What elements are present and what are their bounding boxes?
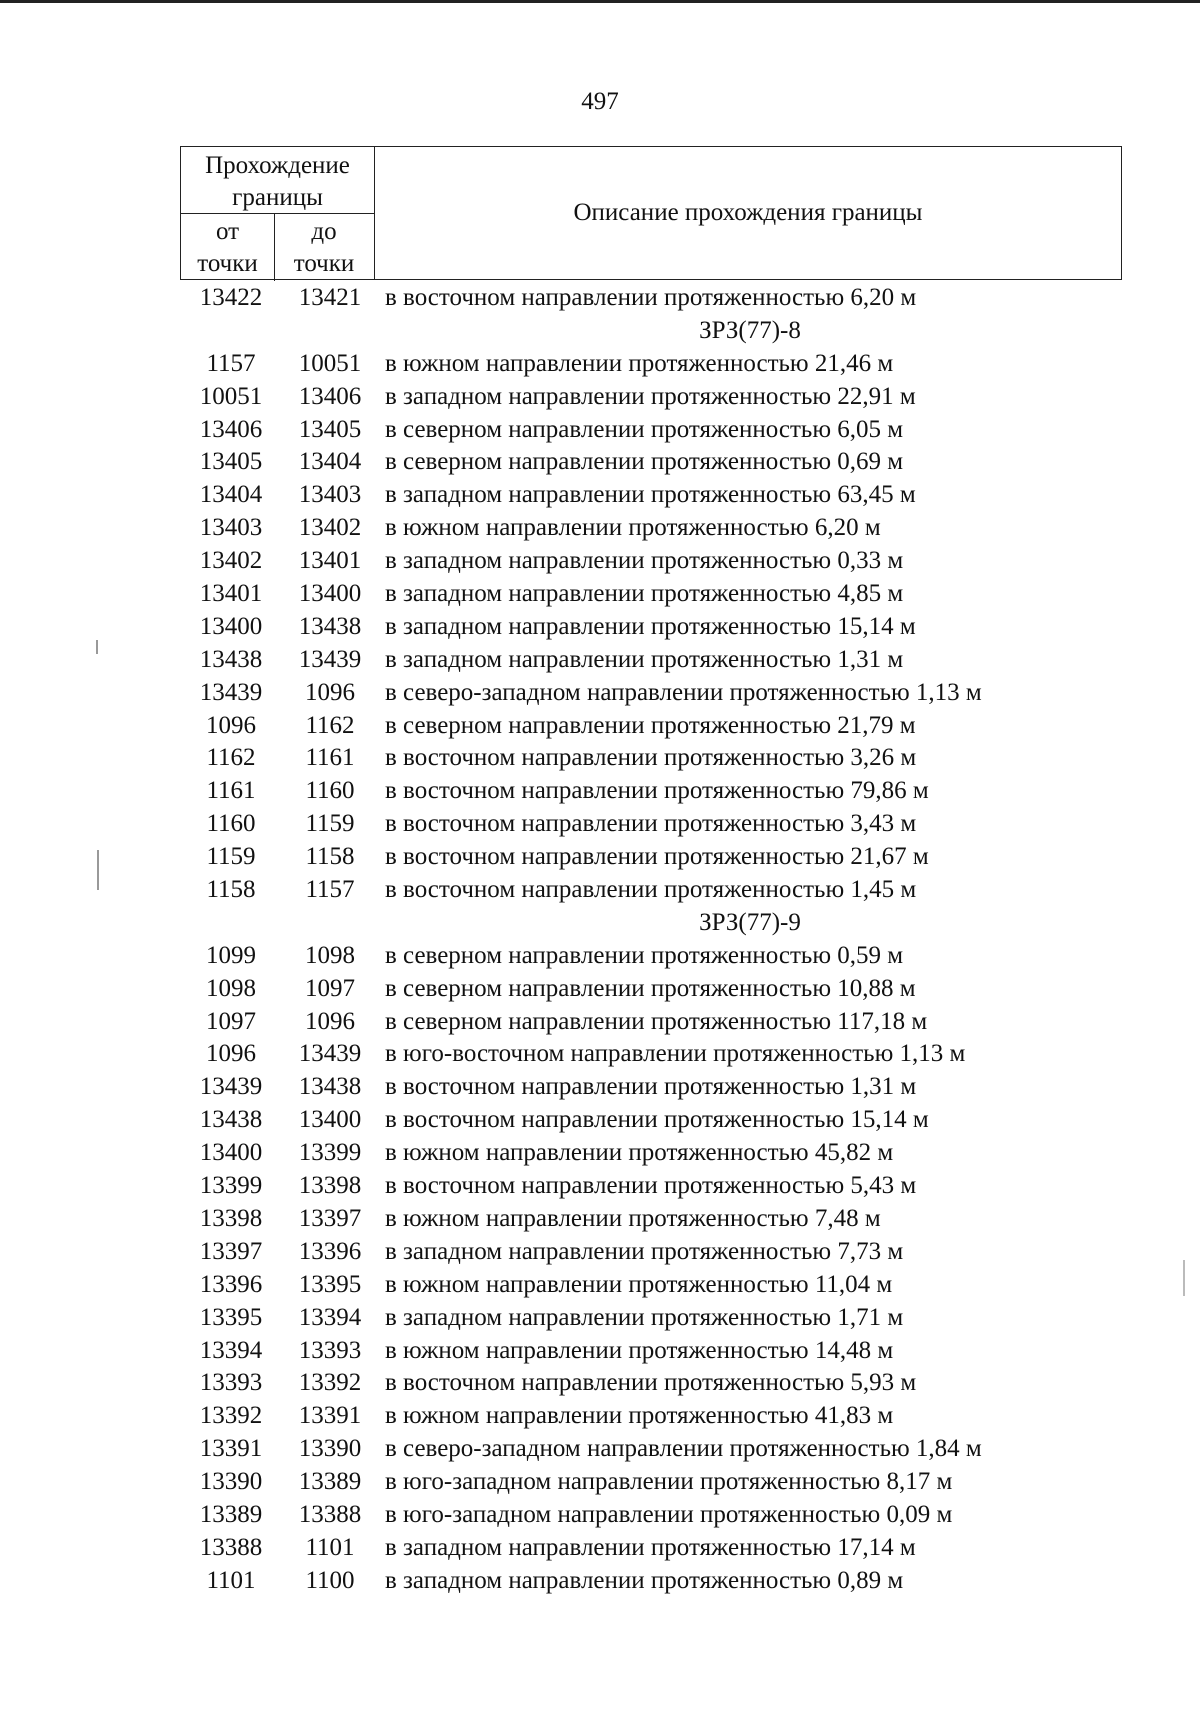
table-row (0, 1466, 1200, 1499)
table-row (0, 348, 1200, 381)
from-point: 1158 (206, 876, 256, 904)
table-row (0, 1499, 1200, 1532)
description: в юго-западном направлении протяженностью 8,17 м (385, 1468, 953, 1496)
from-point: 13398 (199, 1204, 263, 1232)
to-point: 1157 (305, 876, 355, 904)
description: в северо-западном направлении протяженностью 1,13 м (385, 678, 982, 706)
from-point: 1096 (206, 711, 256, 739)
to-point: 1101 (305, 1533, 355, 1561)
table-row (0, 1236, 1200, 1269)
section-heading-row (0, 315, 1200, 348)
to-point: 13401 (298, 547, 362, 575)
to-point: 1097 (305, 974, 355, 1002)
to-point: 1096 (305, 1007, 355, 1035)
to-point: 13402 (298, 514, 362, 542)
table-row (0, 1367, 1200, 1400)
from-point: 13397 (199, 1237, 263, 1265)
from-point: 13403 (199, 514, 263, 542)
table-row (0, 1038, 1200, 1071)
table-row (0, 1433, 1200, 1466)
to-point: 1158 (305, 843, 355, 871)
from-point: 13402 (199, 547, 263, 575)
description: в западном направлении протяженностью 1,71 м (385, 1303, 904, 1331)
to-point: 13400 (298, 580, 362, 608)
description: в западном направлении протяженностью 17,14 м (385, 1533, 916, 1561)
from-point: 13405 (199, 448, 263, 476)
table-row (0, 1203, 1200, 1236)
table-row (0, 1104, 1200, 1137)
to-point: 13394 (298, 1303, 362, 1331)
from-point: 13396 (199, 1270, 263, 1298)
description: в северном направлении протяженностью 21,79 м (385, 711, 916, 739)
from-point-header (181, 214, 275, 281)
table-body (0, 282, 1200, 1598)
table-row (0, 611, 1200, 644)
from-point: 13400 (199, 612, 263, 640)
description: в западном направлении протяженностью 7,73 м (385, 1237, 904, 1265)
table-row (0, 940, 1200, 973)
description: в западном направлении протяженностью 0,89 м (385, 1566, 904, 1594)
table-row (0, 1137, 1200, 1170)
description: в южном направлении протяженностью 7,48 м (385, 1204, 881, 1232)
description: в западном направлении протяженностью 0,33 м (385, 547, 904, 575)
to-point: 13399 (298, 1139, 362, 1167)
description: в северном направлении протяженностью 117,18 м (385, 1007, 928, 1035)
description: в южном направлении протяженностью 21,46 м (385, 349, 894, 377)
table-row (0, 742, 1200, 775)
boundary-passage-title (181, 147, 374, 214)
to-point-header (275, 214, 373, 281)
description: в южном направлении протяженностью 6,20 м (385, 514, 881, 542)
description: в юго-западном направлении протяженностью 0,09 м (385, 1500, 953, 1528)
table-row (0, 479, 1200, 512)
from-point: 13393 (199, 1369, 263, 1397)
table-row (0, 808, 1200, 841)
table-row (0, 578, 1200, 611)
description: в западном направлении протяженностью 1,31 м (385, 645, 904, 673)
description: в западном направлении протяженностью 15,14 м (385, 612, 916, 640)
from-point-header-line2: точки (197, 250, 258, 277)
from-point: 1161 (206, 777, 256, 805)
from-point: 1162 (206, 744, 256, 772)
from-point: 13438 (199, 645, 263, 673)
table-row (0, 1170, 1200, 1203)
from-point: 1157 (206, 349, 256, 377)
description: в северном направлении протяженностью 0,69 м (385, 448, 904, 476)
to-point: 13397 (298, 1204, 362, 1232)
table-row (0, 1071, 1200, 1104)
description: в восточном направлении протяженностью 6,20 м (385, 284, 917, 311)
table-row (0, 677, 1200, 710)
table-row (0, 282, 1200, 315)
description: в южном направлении протяженностью 14,48 м (385, 1336, 894, 1364)
table-row (0, 874, 1200, 907)
to-point: 13403 (298, 481, 362, 509)
description: в западном направлении протяженностью 22,91 м (385, 382, 916, 410)
description-header: Описание прохождения границы (573, 199, 923, 226)
from-point: 13388 (199, 1533, 263, 1561)
scan-top-edge (0, 0, 1200, 3)
to-point: 13391 (298, 1402, 362, 1430)
from-point: 1097 (206, 1007, 256, 1035)
table-row (0, 414, 1200, 447)
table-row (0, 1335, 1200, 1368)
description: в северо-западном направлении протяженностью 1,84 м (385, 1435, 982, 1463)
from-point: 1096 (206, 1040, 256, 1068)
from-point: 13390 (199, 1468, 263, 1496)
from-point: 13439 (199, 1073, 263, 1101)
table-row (0, 1302, 1200, 1335)
from-point: 10051 (199, 382, 263, 410)
from-point: 1159 (206, 843, 256, 871)
table-header (180, 146, 1122, 280)
from-point: 13399 (199, 1172, 263, 1200)
to-point: 1159 (305, 810, 355, 838)
description: в южном направлении протяженностью 41,83 м (385, 1402, 894, 1430)
scan-speck (1183, 1260, 1185, 1296)
from-point: 13394 (199, 1336, 263, 1364)
description: в восточном направлении протяженностью 3,26 м (385, 744, 917, 772)
to-point: 13389 (298, 1468, 362, 1496)
table-row (0, 512, 1200, 545)
to-point-header-line1: до (311, 218, 337, 245)
description: в восточном направлении протяженностью 5,43 м (385, 1172, 917, 1200)
table-row (0, 841, 1200, 874)
from-point-header-line1: от (215, 218, 240, 245)
to-point: 13439 (298, 1040, 362, 1068)
table-row (0, 1269, 1200, 1302)
table-row (0, 545, 1200, 578)
description: в южном направлении протяженностью 11,04 м (385, 1270, 893, 1298)
from-point: 13391 (199, 1435, 263, 1463)
from-point: 1099 (206, 941, 256, 969)
from-point: 13422 (199, 284, 263, 311)
table-row (0, 1006, 1200, 1039)
to-point: 13395 (298, 1270, 362, 1298)
to-point: 10051 (298, 349, 362, 377)
description: в западном направлении протяженностью 4,85 м (385, 580, 904, 608)
to-point: 13398 (298, 1172, 362, 1200)
from-point: 1160 (206, 810, 256, 838)
to-point-header-line2: точки (293, 250, 355, 277)
page-number: 497 (581, 88, 619, 115)
description: в восточном направлении протяженностью 79,86 м (385, 777, 929, 805)
table-row (0, 644, 1200, 677)
description: в восточном направлении протяженностью 1,31 м (385, 1073, 917, 1101)
from-point: 13392 (199, 1402, 263, 1430)
from-point: 13404 (199, 481, 263, 509)
to-point: 13438 (298, 1073, 362, 1101)
from-point: 13401 (199, 580, 263, 608)
description: в юго-восточном направлении протяженностью 1,13 м (385, 1040, 966, 1068)
table-row (0, 1400, 1200, 1433)
to-point: 13400 (298, 1106, 362, 1134)
from-point: 13439 (199, 678, 263, 706)
to-point: 1098 (305, 941, 355, 969)
to-point: 13421 (298, 284, 362, 311)
description: в восточном направлении протяженностью 1,45 м (385, 876, 917, 904)
to-point: 13406 (298, 382, 362, 410)
boundary-passage-title-line1: Прохождение (205, 152, 350, 179)
table-row (0, 446, 1200, 479)
description: в восточном направлении протяженностью 15,14 м (385, 1106, 929, 1134)
description: в западном направлении протяженностью 63,45 м (385, 481, 916, 509)
to-point: 1162 (305, 711, 355, 739)
to-point: 13396 (298, 1237, 362, 1265)
description: в северном направлении протяженностью 0,59 м (385, 941, 904, 969)
to-point: 13439 (298, 645, 362, 673)
from-point: 1101 (206, 1566, 256, 1594)
to-point: 1096 (305, 678, 355, 706)
to-point: 13390 (298, 1435, 362, 1463)
table-row (0, 1565, 1200, 1598)
table-row (0, 973, 1200, 1006)
description: в восточном направлении протяженностью 5,93 м (385, 1369, 917, 1397)
from-point: 13438 (199, 1106, 263, 1134)
to-point: 13405 (298, 415, 362, 443)
from-point: 13389 (199, 1500, 263, 1528)
section-title: ЗРЗ(77)-8 (699, 316, 801, 344)
scan-speck (96, 640, 98, 654)
to-point: 1160 (305, 777, 355, 805)
table-row (0, 775, 1200, 808)
description: в восточном направлении протяженностью 21,67 м (385, 843, 929, 871)
table-row (0, 710, 1200, 743)
description: в южном направлении протяженностью 45,82 м (385, 1139, 894, 1167)
scan-speck (97, 850, 99, 890)
to-point: 13392 (298, 1369, 362, 1397)
table-row (0, 1532, 1200, 1565)
to-point: 13388 (298, 1500, 362, 1528)
from-point: 13395 (199, 1303, 263, 1331)
to-point: 13393 (298, 1336, 362, 1364)
description: в восточном направлении протяженностью 3,43 м (385, 810, 917, 838)
section-title: ЗРЗ(77)-9 (699, 908, 801, 936)
to-point: 13404 (298, 448, 362, 476)
description: в северном направлении протяженностью 10,88 м (385, 974, 916, 1002)
from-point: 13400 (199, 1139, 263, 1167)
to-point: 13438 (298, 612, 362, 640)
section-heading-row (0, 907, 1200, 940)
from-point: 13406 (199, 415, 263, 443)
table-row (0, 381, 1200, 414)
description: в северном направлении протяженностью 6,05 м (385, 415, 904, 443)
boundary-passage-title-line2: границы (232, 184, 323, 211)
from-point: 1098 (206, 974, 256, 1002)
to-point: 1100 (305, 1566, 355, 1594)
boundary-passage-header (181, 147, 375, 279)
to-point: 1161 (305, 744, 355, 772)
